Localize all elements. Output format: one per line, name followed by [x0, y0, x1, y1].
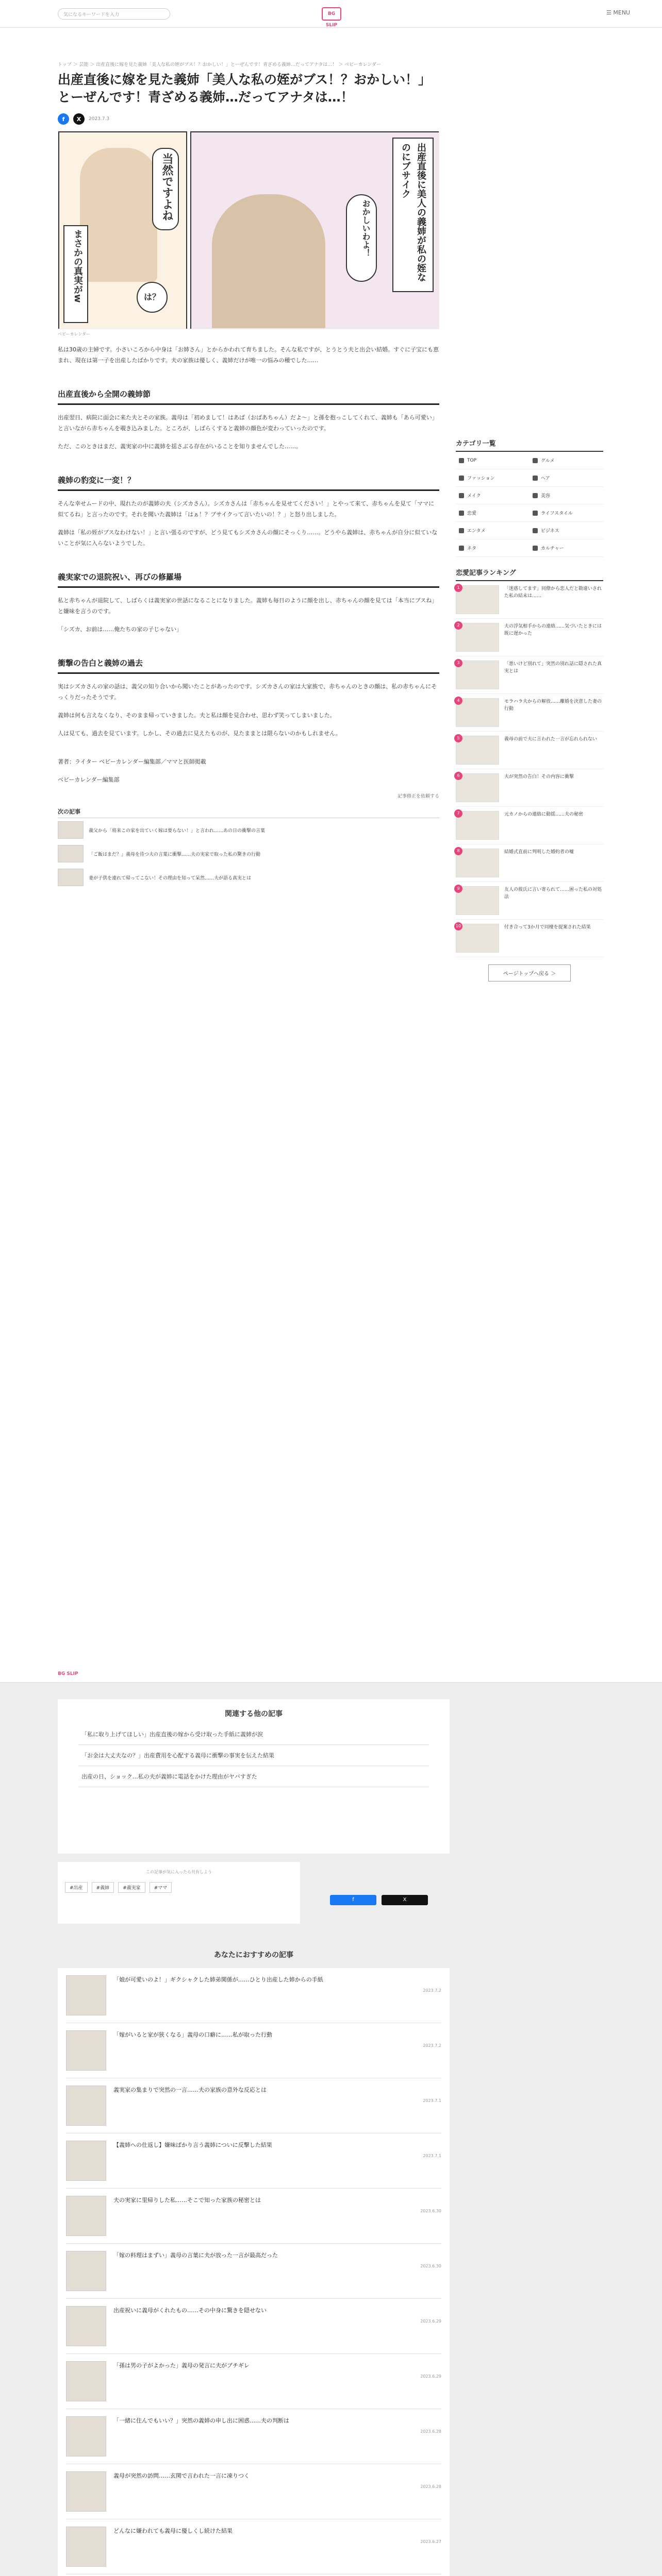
- category-item[interactable]: 恋愛: [456, 504, 529, 522]
- ranking-item[interactable]: 9 友人の彼氏に言い寄られて……困った私の対処法: [456, 882, 603, 920]
- thumbnail: [58, 869, 84, 886]
- category-item[interactable]: ヘア: [529, 469, 603, 487]
- next-article-item[interactable]: 義父から「将来この家を出ていく嫁は要らない！」と言われ……あの日の衝撃の言葉: [58, 818, 439, 842]
- category-item[interactable]: グルメ: [529, 452, 603, 469]
- section-heading: 義姉の豹変に一変！？: [58, 474, 439, 491]
- publish-date: 2023.7.3: [89, 116, 110, 122]
- ranking-item[interactable]: 1 「迷惑してます」同僚から恋人だと勘違いされた私の結末は……: [456, 581, 603, 619]
- paragraph: 人は見ても、過去を見ています。しかし、その過去に見えたものが、見たままとは限らないのかもしれません。: [58, 730, 341, 737]
- thumbnail: [66, 2527, 106, 2567]
- paragraph: 義姉は何も言えなくなり、そのまま帰っていきました。夫と私は顔を見合わせ、思わず笑ってしまいました。: [58, 712, 336, 719]
- rank-badge: 8: [454, 847, 462, 855]
- thumbnail: [456, 924, 499, 953]
- hero-manga-image: [58, 131, 439, 329]
- recommend-item[interactable]: 「娘が可愛いのよ！」ギクシャクした姉弟関係が……ひとり出産した姉からの手紙 2023.7.2: [66, 1968, 441, 2023]
- ranking-item[interactable]: 8 結婚式直前に判明した婚約者の嘘: [456, 844, 603, 882]
- footer-section: [0, 1667, 662, 2576]
- editor-credit: ベビーカレンダー編集部: [58, 776, 120, 783]
- rank-badge: 1: [454, 584, 462, 592]
- next-article-item[interactable]: 「ご飯はまだ？」義母を待つ夫の言葉に衝撃……夫の実家で取った私の驚きの行動: [58, 842, 439, 866]
- related-item[interactable]: 出産の日、ショック…私の夫が義姉に電話をかけた理由がヤバすぎた: [78, 1766, 429, 1787]
- article: [58, 71, 439, 889]
- ranking-item[interactable]: 5 義母の前で夫に言われた一言が忘れられない: [456, 732, 603, 769]
- thumbnail: [66, 2086, 106, 2126]
- paragraph: 実はシズカさんの家の話は、義父の知り合いから聞いたことがあったのです。シズカさんの家は大家族で、赤ちゃんのときの顔は、私の赤ちゃんにそっくりだったそうです。: [58, 683, 437, 701]
- paragraph: ただ、このときはまだ、義実家の中に義姉を揺さぶる存在がいることを知りませんでした……。: [58, 443, 302, 450]
- category-icon: [533, 546, 538, 551]
- thumbnail: [456, 736, 499, 765]
- top-header: [0, 0, 662, 28]
- paragraph: 私と赤ちゃんが退院して、しばらくは義実家の世話になることになりました。義姉も毎日のように顔を出し、赤ちゃんの顔を見ては「本当にブスね」と嫌味を言うのです。: [58, 597, 438, 615]
- ranking-item[interactable]: 10 付き合って3か月で同棲を提案された結果: [456, 920, 603, 957]
- paragraph: 出産翌日、病院に面会に来た夫とその家族。義母は「初めまして！はあば（おばあちゃん）だよ〜」と孫を抱っこしてくれて、義姉も「あら可愛い」と言いながら赤ちゃんを覗き込みました。ところが、しばらくすると義姉の顔色が変わっていったのです。: [58, 414, 438, 432]
- thumbnail: [66, 2030, 106, 2071]
- recommend-list: [58, 1968, 450, 2576]
- mini-logo[interactable]: BG SLIP: [58, 1671, 78, 1676]
- category-item[interactable]: TOP: [456, 452, 529, 469]
- thumbnail: [456, 660, 499, 689]
- recommend-item[interactable]: 出産祝いに義母がくれたもの……その中身に驚きを隠せない 2023.6.29: [66, 2299, 441, 2354]
- tag[interactable]: #出産: [65, 1882, 88, 1893]
- next-article-item[interactable]: 妻が子供を連れて帰ってこない！その理由を知って呆然……夫が語る真実とは: [58, 866, 439, 889]
- category-item[interactable]: ネタ: [456, 539, 529, 557]
- thumbnail: [66, 2306, 106, 2346]
- category-item[interactable]: ライフスタイル: [529, 504, 603, 522]
- category-icon: [533, 528, 538, 533]
- x-share-icon[interactable]: X: [73, 113, 85, 125]
- report-link[interactable]: 記事修正を依頼する: [397, 794, 439, 799]
- recommend-item[interactable]: 【義姉への仕返し】嫌味ばかり言う義姉についに反撃した結果 2023.7.1: [66, 2133, 441, 2189]
- facebook-icon: f: [352, 1897, 354, 1903]
- paragraph: 義姉は「私の姪がブスなわけない！」と言い張るのですが、どう見てもシズカさんの顔にそっくり……。どうやら義姉は、赤ちゃんが自分に似ていないことが気に入らないようでした。: [58, 529, 438, 547]
- tag[interactable]: #義姉: [92, 1882, 114, 1893]
- next-articles-heading: 次の記事: [58, 807, 439, 818]
- thumbnail: [456, 849, 499, 877]
- thumbnail: [66, 2196, 106, 2236]
- ranking-item[interactable]: 4 モラハラ夫からの解放……離婚を決意した妻の行動: [456, 694, 603, 732]
- recommend-item[interactable]: 「嫁がいると家が狭くなる」義母の口癖に……私が取った行動 2023.7.2: [66, 2023, 441, 2078]
- manga-panel-1: 当然ですよね まさかの真実がw は？: [58, 131, 187, 329]
- rank-badge: 2: [454, 621, 462, 630]
- category-item[interactable]: ビジネス: [529, 522, 603, 539]
- image-caption: ベビーカレンダー: [58, 332, 90, 336]
- category-item[interactable]: メイク: [456, 487, 529, 504]
- section-heading: 衝撃の告白と義姉の過去: [58, 657, 439, 674]
- manga-panel-2: 出産直後に美人の義姉が私の姪なのにブサイク おかしいわよ！: [190, 131, 439, 329]
- mini-header: [0, 1667, 662, 1683]
- category-icon: [459, 511, 464, 516]
- site-logo[interactable]: BG SLIP: [322, 7, 341, 21]
- thumbnail: [456, 773, 499, 802]
- category-icon: [533, 458, 538, 463]
- recommend-item[interactable]: 夫の実家に里帰りした私……そこで知った家族の秘密とは 2023.6.30: [66, 2189, 441, 2244]
- rank-badge: 10: [454, 922, 462, 930]
- rank-badge: 5: [454, 734, 462, 742]
- character-illustration: [212, 194, 325, 328]
- thumbnail: [58, 821, 84, 839]
- recommend-item[interactable]: 義実家の集まりで突然の一言……夫の家族の意外な反応とは 2023.7.1: [66, 2078, 441, 2133]
- page-title: 出産直後に嫁を見た義姉「美人な私の姪がブス！？おかしい！」とーぜんです！青ざめる義姉…だってアナタは…！: [58, 72, 432, 105]
- x-icon: X: [403, 1897, 407, 1903]
- category-item[interactable]: 美容: [529, 487, 603, 504]
- menu-button[interactable]: ☰ MENU: [606, 9, 631, 16]
- tag[interactable]: #義実家: [118, 1882, 145, 1893]
- search-input[interactable]: 気になるキーワードを入力: [58, 8, 170, 20]
- rank-badge: 7: [454, 809, 462, 818]
- thumbnail: [66, 1975, 106, 2015]
- thumbnail: [66, 2361, 106, 2401]
- thumbnail: [456, 886, 499, 915]
- related-item[interactable]: 「お金は大丈夫なの？」出産費用を心配する義母に衝撃の事実を伝えた結果: [78, 1745, 429, 1766]
- category-item[interactable]: ファッション: [456, 469, 529, 487]
- thumbnail: [66, 2251, 106, 2291]
- category-icon: [459, 476, 464, 481]
- ranking-item[interactable]: 7 元カノからの連絡に動揺……夫の秘密: [456, 807, 603, 844]
- category-icon: [459, 528, 464, 533]
- ranking-item[interactable]: 3 「悪いけど別れて」突然の別れ話に隠された真実とは: [456, 656, 603, 694]
- recommend-item[interactable]: 「孫は男の子がよかった」義母の発言に夫がブチギレ 2023.6.29: [66, 2354, 441, 2409]
- thumbnail: [456, 585, 499, 614]
- tag-card: [58, 1862, 300, 1924]
- paragraph: そんな幸せムードの中、現れたのが義姉の夫（シズカさん）。シズカさんは「赤ちゃんを見せてください！」とやって来て、赤ちゃんを見て「ママに似てるね」と言ったのです。それを聞いた義姉は「はぁ！？ブサイクって言いたいの！？」と怒り出しました。: [58, 500, 435, 518]
- thumbnail: [66, 2416, 106, 2456]
- category-icon: [533, 493, 538, 498]
- category-icon: [533, 511, 538, 516]
- related-heading: 関連する他の記事: [225, 1710, 283, 1718]
- recommend-item[interactable]: 「一緒に住んでもいい？」突然の義姉の申し出に困惑……夫の判断は 2023.6.28: [66, 2409, 441, 2464]
- recommend-item[interactable]: どんなに嫌われても義母に優しくし続けた結果 2023.6.27: [66, 2519, 441, 2574]
- related-item[interactable]: 「私に取り上げてほしい」出産直後の嫁から受け取った手紙に義姉が涙: [78, 1724, 429, 1745]
- intro-text: 私は30歳の主婦です。小さいころから中身は「お姉さん」とからかわれて育ちました。そんな私ですが、とうとう夫と出会い結婚。すぐに子宝にも恵まれ、現在は第一子を出産したばかりです。夫の家族は優しく、義姉だけが唯一の悩みの種でした……: [58, 346, 439, 364]
- page-top-button[interactable]: ページトップへ戻る ＞: [488, 964, 571, 981]
- recommend-item[interactable]: 「嫁の料理はまずい」義母の言葉に夫が放った一言が最高だった 2023.6.30: [66, 2244, 441, 2299]
- related-articles-card: [58, 1699, 450, 1854]
- facebook-share-button[interactable]: [330, 1895, 376, 1905]
- recommend-heading: あなたにおすすめの記事: [213, 1951, 294, 1959]
- breadcrumb[interactable]: トップ ＞ 芸能 ＞ 出産直後に嫁を見た義姉「美人な私の姪がブス！？おかしい！」とーぜんです！青ざめる義姉…だってアナタは…！ ＞ ベビーカレンダー: [58, 62, 381, 67]
- thumbnail: [456, 698, 499, 727]
- category-icon: [459, 546, 464, 551]
- rank-badge: 6: [454, 772, 462, 780]
- tag[interactable]: #ママ: [150, 1882, 172, 1893]
- category-item[interactable]: エンタメ: [456, 522, 529, 539]
- recommend-item[interactable]: 義母が突然の訪問……玄関で言われた一言に凍りつく 2023.6.28: [66, 2464, 441, 2519]
- rank-badge: 3: [454, 659, 462, 667]
- author-credit: 著者：ライター ベビーカレンダー編集部／ママと医師掲載: [58, 758, 206, 765]
- category-icon: [533, 476, 538, 481]
- category-item[interactable]: カルチャー: [529, 539, 603, 557]
- ranking-item[interactable]: 2 夫の浮気相手からの連絡……気づいたときには既に遅かった: [456, 619, 603, 656]
- section-heading: 義実家での退院祝い、再びの修羅場: [58, 571, 439, 588]
- character-illustration: [80, 148, 157, 282]
- category-heading: カテゴリ一覧: [456, 438, 603, 452]
- thumbnail: [456, 811, 499, 840]
- ranking-heading: 恋愛記事ランキング: [456, 567, 603, 581]
- rank-badge: 9: [454, 885, 462, 893]
- x-share-button[interactable]: [382, 1895, 428, 1905]
- ranking-item[interactable]: 6 夫が突然の告白！その内容に衝撃: [456, 769, 603, 807]
- section-heading: 出産直後から全開の義姉節: [58, 388, 439, 405]
- share-note: この記事が気に入ったら共有しよう: [146, 1870, 212, 1874]
- thumbnail: [66, 2471, 106, 2512]
- rank-badge: 4: [454, 697, 462, 705]
- facebook-share-icon[interactable]: f: [58, 113, 69, 125]
- hamburger-icon: ☰: [606, 9, 611, 16]
- sidebar: [456, 428, 603, 981]
- thumbnail: [58, 845, 84, 862]
- thumbnail: [66, 2141, 106, 2181]
- category-icon: [459, 458, 464, 463]
- thumbnail: [456, 623, 499, 652]
- category-icon: [459, 493, 464, 498]
- quote-text: 「シズカ、お前は……俺たちの家の子じゃない」: [58, 626, 183, 633]
